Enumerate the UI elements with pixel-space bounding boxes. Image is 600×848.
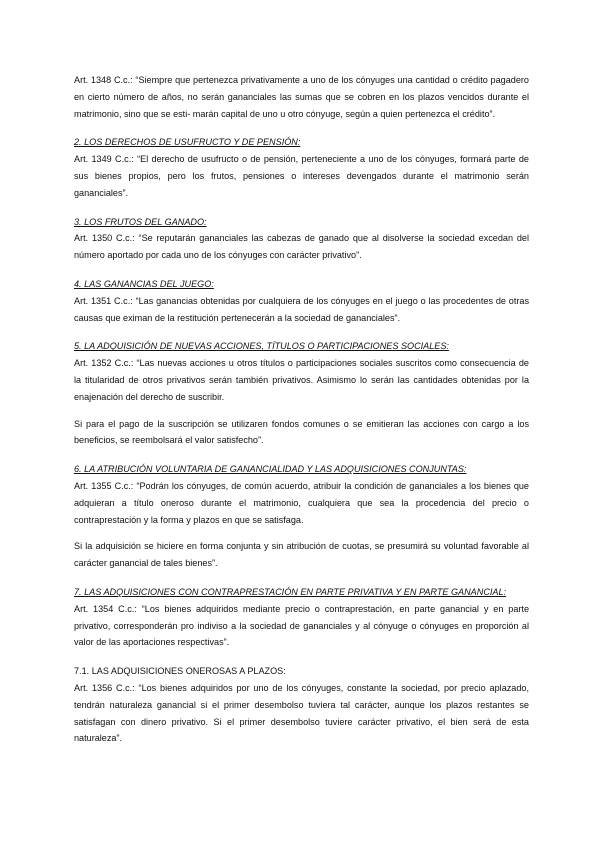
article-1354-paragraph: Art. 1354 C.c.: “Los bienes adquiridos mediante precio o contraprestación, en parte ganancial y en parte privativo, corresponderán pro indiviso a la sociedad de gananciales y al cónyuge o cónyuges en proporción al valor de las aportaciones respectivas”. — [74, 603, 529, 648]
section-heading-usufructo: 2. LOS DERECHOS DE USUFRUCTO Y DE PENSIÓN: — [74, 137, 301, 148]
section-heading-plazos: 7.1. LAS ADQUISICIONES ONEROSAS A PLAZOS: — [74, 666, 286, 677]
section-heading-atribucion: 6. LA ATRIBUCIÓN VOLUNTARIA DE GANANCIALIDAD Y LAS ADQUISICIONES CONJUNTAS: — [74, 464, 467, 475]
section-heading-juego: 4. LAS GANANCIAS DEL JUEGO: — [74, 278, 214, 289]
document-page — [74, 72, 529, 747]
article-1352-paragraph: Art. 1352 C.c.: “Las nuevas acciones u otros títulos o participaciones sociales suscritos como consecuencia de la titularidad de otros privativos serán también privativos. Asimismo lo serán las cantidades obtenidas por la enajenación del derecho de suscribir. — [74, 358, 529, 402]
section-heading-contraprestacion: 7. LAS ADQUISICIONES CON CONTRAPRESTACIÓN EN PARTE PRIVATIVA Y EN PARTE GANANCIAL: — [74, 586, 507, 597]
section-heading-ganado: 3. LOS FRUTOS DEL GANADO: — [74, 216, 207, 227]
article-1355-paragraph: Art. 1355 C.c.: “Podrán los cónyuges, de común acuerdo, atribuir la condición de gananciales a los bienes que adquieran a título oneroso durante el matrimonio, cualquiera que sea la procedencia del precio o contraprestación y la forma y plazos en que se satisfaga. — [74, 480, 529, 525]
article-1350-paragraph: Art. 1350 C.c.: “Se reputarán gananciales las cabezas de ganado que al disolverse la sociedad excedan del número aportado por cada uno de los cónyuges con carácter privativo”. — [74, 233, 529, 261]
article-1349-paragraph: Art. 1349 C.c.: “El derecho de usufructo o de pensión, perteneciente a uno de los cónyuges, formará parte de sus bienes propios, pero los frutos, pensiones o intereses devengados durante el matrimonio serán gananciales”. — [74, 154, 529, 198]
article-1352-continuation: Si para el pago de la suscripción se utilizaren fondos comunes o se emitieran las acciones con cargo a los beneficios, se reembolsará el valor satisfecho”. — [74, 418, 529, 446]
section-heading-acciones: 5. LA ADQUISICIÓN DE NUEVAS ACCIONES, TÍTULOS O PARTICIPACIONES SOCIALES: — [74, 341, 449, 352]
article-1348-paragraph: Art. 1348 C.c.: “Siempre que pertenezca privativamente a uno de los cónyuges una cantidad o crédito pagadero en cierto número de años, no serán gananciales las sumas que se cobren en los plazos vencidos durante el matrimonio, sino que se esti- marán capital de uno u otro cónyuge, según a quien pertenezca el crédito”. — [74, 75, 529, 119]
article-1356-paragraph: Art. 1356 C.c.: “Los bienes adquiridos por uno de los cónyuges, constante la sociedad, por precio aplazado, tendrán naturaleza ganancial si el primer desembolso tuviera tal carácter, aunque los plazos restantes se satisfagan con dinero privativo. Si el primer desembolso tuviere carácter privativo, el bien será de esta naturaleza”. — [74, 682, 529, 744]
article-1355-continuation: Si la adquisición se hiciere en forma conjunta y sin atribución de cuotas, se presumirá su voluntad favorable al carácter ganancial de tales bienes”. — [74, 541, 529, 569]
article-1351-paragraph: Art. 1351 C.c.: “Las ganancias obtenidas por cualquiera de los cónyuges en el juego o las procedentes de otras causas que eximan de la restitución pertenecerán a la sociedad de gananciales”. — [74, 295, 529, 323]
